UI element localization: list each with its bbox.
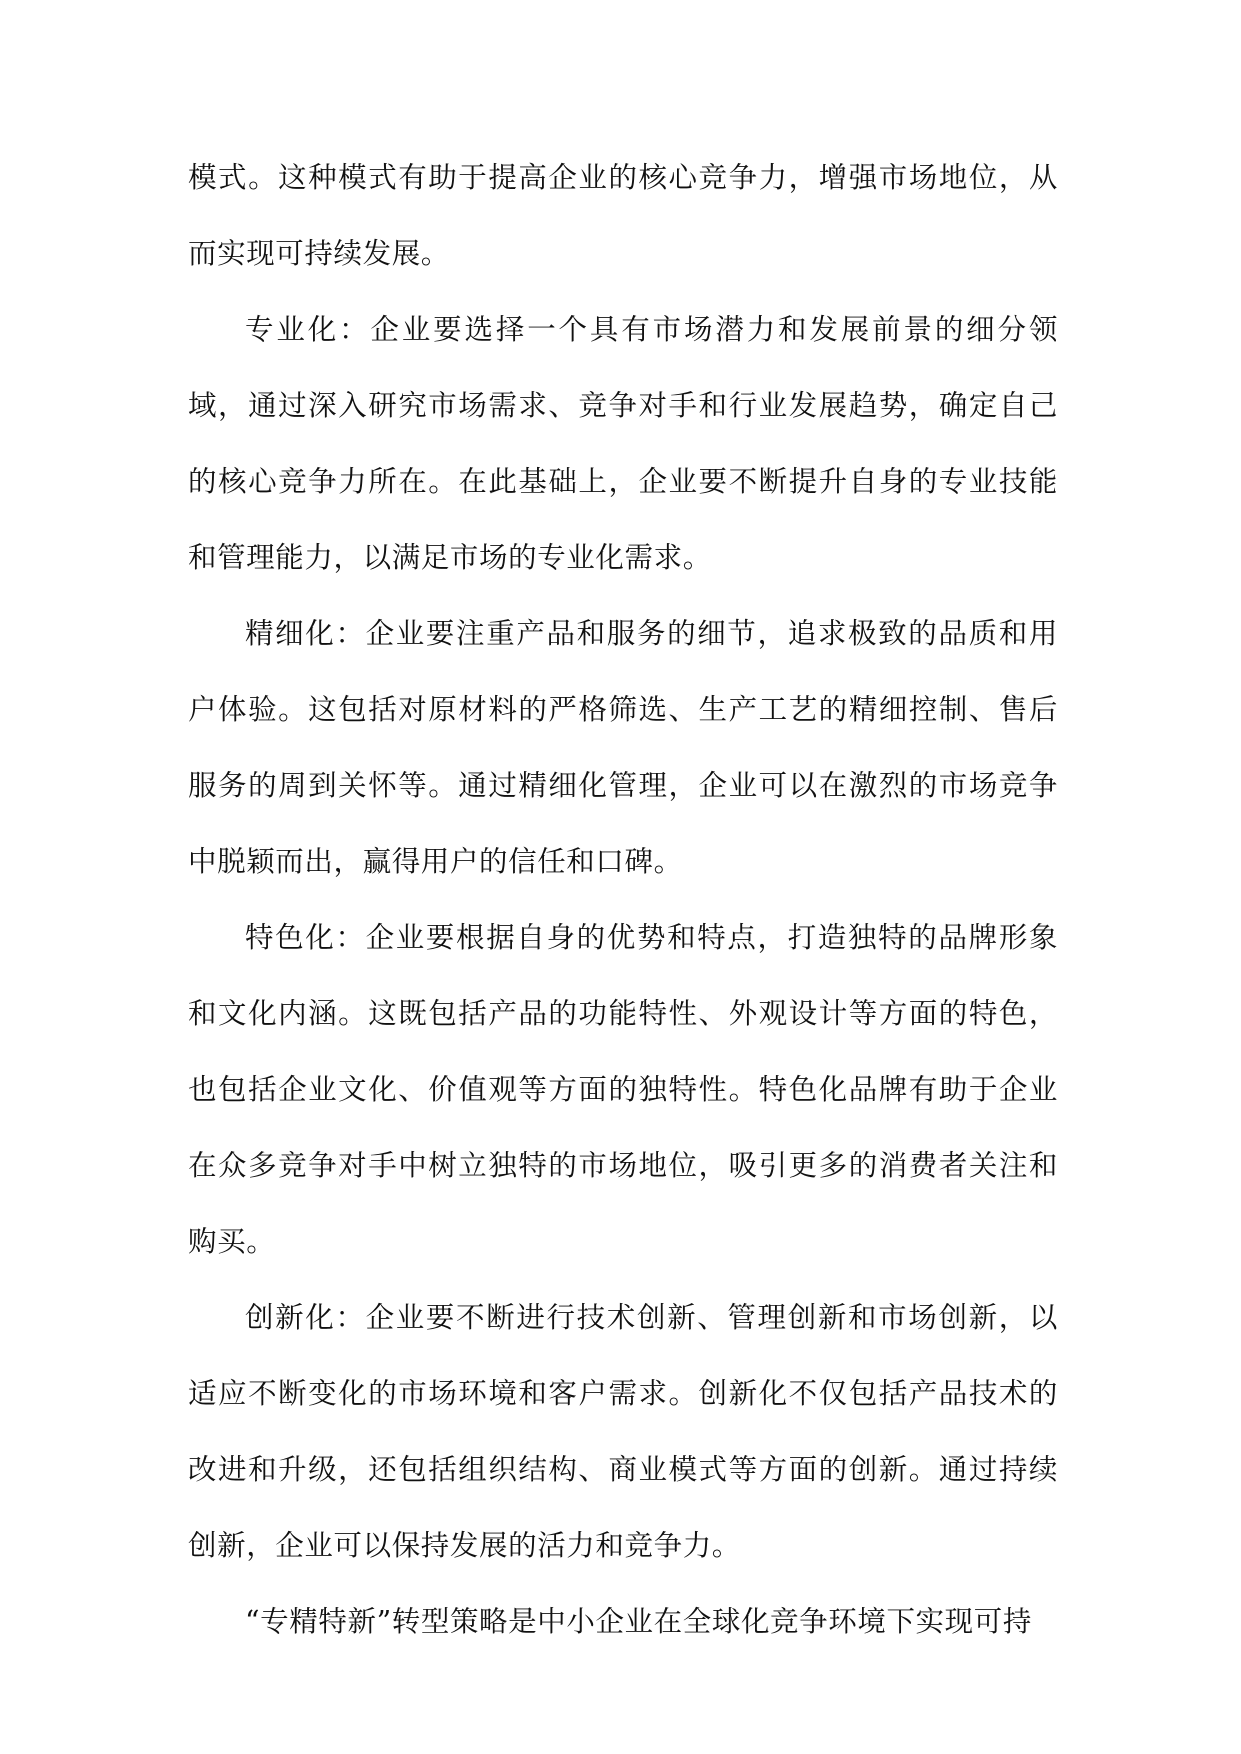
paragraph-specialization: 专业化：企业要选择一个具有市场潜力和发展前景的细分领域，通过深入研究市场需求、竞争对手和行业发展趋势，确定自己的核心竞争力所在。在此基础上，企业要不断提升自身的专业技能和管理能力，以满足市场的专业化需求。 <box>188 313 1058 574</box>
paragraph-refinement: 精细化：企业要注重产品和服务的细节，追求极致的品质和用户体验。这包括对原材料的严格筛选、生产工艺的精细控制、售后服务的周到关怀等。通过精细化管理，企业可以在激烈的市场竞争中脱颖而出，赢得用户的信任和口碑。 <box>188 617 1058 878</box>
paragraph-distinctiveness: 特色化：企业要根据自身的优势和特点，打造独特的品牌形象和文化内涵。这既包括产品的功能特性、外观设计等方面的特色，也包括企业文化、价值观等方面的独特性。特色化品牌有助于企业在众多竞争对手中树立独特的市场地位，吸引更多的消费者关注和购买。 <box>188 921 1058 1258</box>
paragraph-innovation: 创新化：企业要不断进行技术创新、管理创新和市场创新，以适应不断变化的市场环境和客户需求。创新化不仅包括产品技术的改进和升级，还包括组织结构、商业模式等方面的创新。通过持续创新，企业可以保持发展的活力和竞争力。 <box>188 1301 1058 1562</box>
document-body <box>188 140 1058 1660</box>
paragraph-continuation: 模式。这种模式有助于提高企业的核心竞争力，增强市场地位，从而实现可持续发展。 <box>188 161 1058 270</box>
paragraph-strategy-summary: “专精特新”转型策略是中小企业在全球化竞争环境下实现可持 <box>245 1605 1032 1638</box>
